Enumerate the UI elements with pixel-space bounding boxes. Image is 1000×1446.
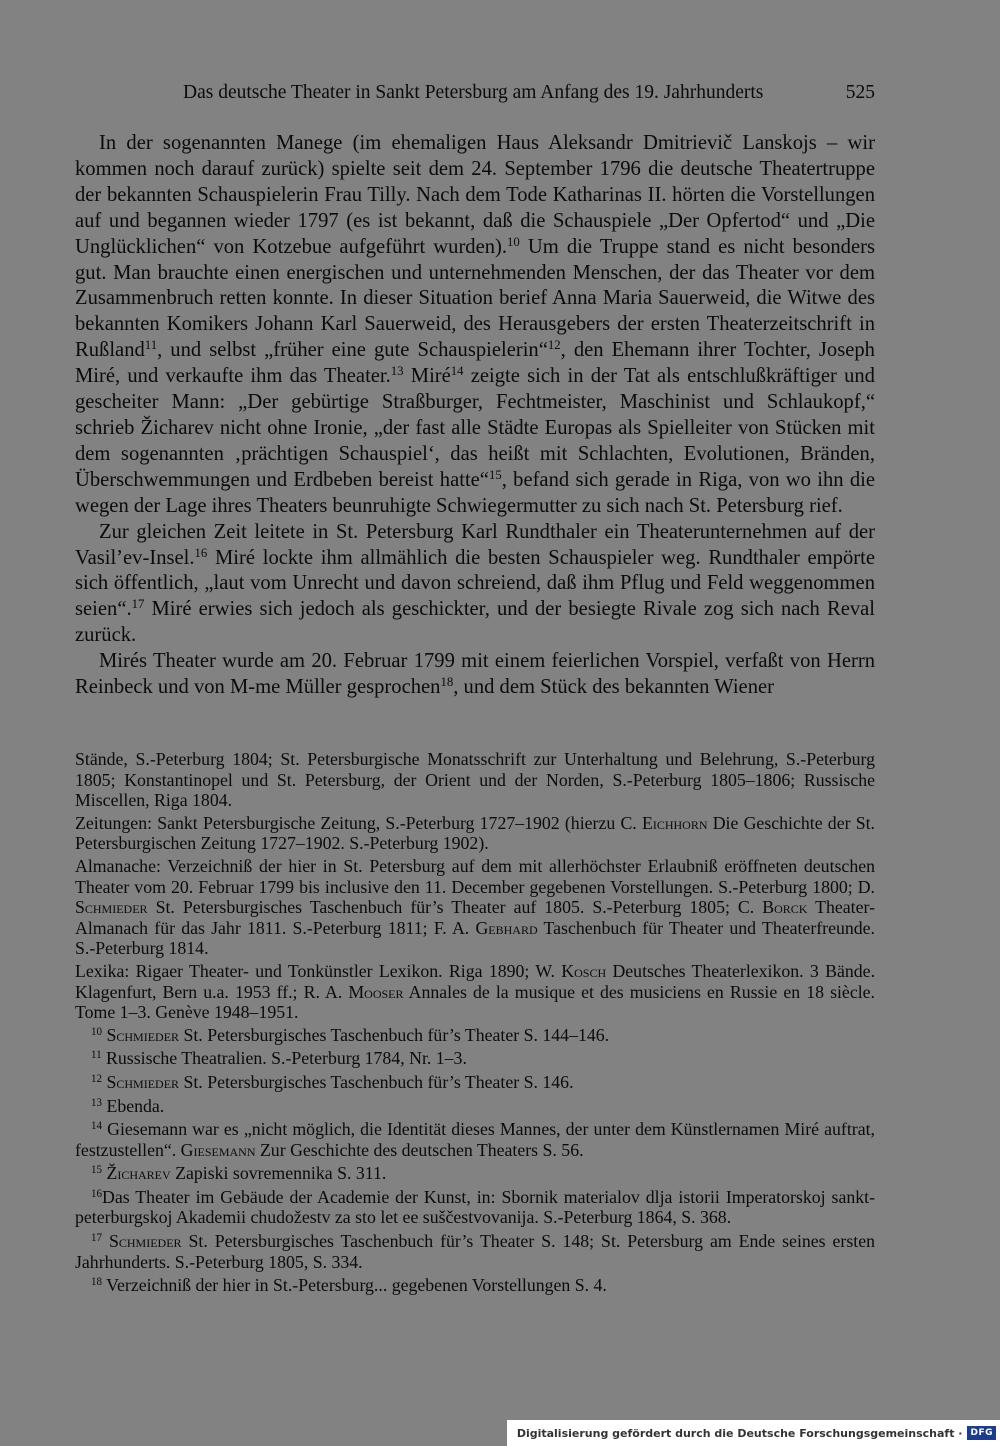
footnote-12: $^{12}$ Schmieder St. Petersburgisches Taschenbuch für’s Theater S. 146. bbox=[91, 1071, 574, 1092]
footnote-17: $^{17}$ Schmieder St. Petersburgisches Taschenbuch für’s Theater S. 148; St. Petersburg am Ende seines ersten Jahrhunderts. S.-Peterburg 1805, S. 334. bbox=[75, 1231, 875, 1272]
footnote-ref-15: 15 bbox=[488, 467, 502, 482]
footnote-ref-18: 18 bbox=[440, 675, 454, 690]
footnote-ref-11: 11 bbox=[144, 338, 158, 353]
footnote-16: $^{16}$Das Theater im Gebäude der Academie der Kunst, in: Sbornik materialov dlja istorii Imperatorskoj sankt-peterburgskoj Akademii chudožestv za sto let ee suščestvovanija. S.-Peterburg 1864, S. 368. bbox=[75, 1186, 875, 1228]
paragraph-3: Mirés Theater wurde am 20. Februar 1799 mit einem feierlichen Vorspiel, verfaßt von Herrn Reinbeck und von M-me Müller gesprochen$^{18}$, und dem Stück des bekannten Wiener bbox=[75, 650, 875, 699]
footnote-13: $^{13}$ Ebenda. bbox=[91, 1095, 165, 1116]
running-title: Das deutsche Theater in Sankt Petersburg am Anfang des 19. Jahrhunderts bbox=[183, 82, 764, 103]
page-header bbox=[75, 82, 875, 110]
footnote-14: $^{14}$ Giesemann war es „nicht möglich, die Identität dieses Mannes, der unter dem Künstlernamen Miré auftrat, festzustellen“. Giesemann Zur Geschichte des deutschen Theaters S. 56. bbox=[75, 1119, 875, 1160]
footnote-10: $^{10}$ Schmieder St. Petersburgisches Taschenbuch für’s Theater S. 144–146. bbox=[91, 1024, 610, 1045]
dfg-logo-icon: DFG bbox=[967, 1426, 996, 1440]
footnote-ref-14: 14 bbox=[450, 364, 464, 379]
banner-text: Digitalisierung gefördert durch die Deutsche Forschungsgemeinschaft · bbox=[516, 1426, 963, 1440]
note-zeitungen: Zeitungen: Sankt Petersburgische Zeitung, S.-Peterburg 1727–1902 (hierzu C. Eichhorn Die Geschichte der St. Petersburgischen Zeitung 1727–1902. S.-Peterburg 1902). bbox=[75, 812, 875, 854]
main-text bbox=[75, 131, 875, 701]
footnote-18: $^{18}$ Verzeichniß der hier in St.-Petersburg... gegebenen Vorstellungen S. 4. bbox=[91, 1275, 607, 1296]
footnote-ref-17: 17 bbox=[131, 597, 145, 612]
paragraph-1: In der sogenannten Manege (im ehemaligen Haus Aleksandr Dmitrievič Lanskojs – wir kommen noch darauf zurück) spielte seit dem 24. September 1796 die deutsche Theatertruppe der bekannten Schauspielerin Frau Tilly. Nach dem Tode Katharinas II. hörten die Vorstellungen auf und begannen wieder 1797 (es ist bekannt, daß die Schauspiele „Der Opfertod“ und „Die Unglücklichen“ von Kotzebue aufgeführt wurden).$^{10}$ Um die Truppe stand es nicht besonders gut. Man brauchte einen energischen und unternehmenden Menschen, der das Theater vor dem Zusammenbruch retten konnte. In dieser Situation berief Anna Maria Sauerweid, die Witwe des bekannten Komikers Johann Karl Sauerweid, des Herausgebers der ersten Theaterzeitschrift in Rußland$^{11}$, und selbst „früher eine gute Schauspielerin“$^{12}$, den Ehemann ihrer Tochter, Joseph Miré, und verkaufte ihm das Theater.$^{13}$ Miré$^{14}$ zeigte sich in der Tat als entschlußkräftiger und gescheiter Mann: „Der gebürtige Straßburger, Fechtmeister, Maschinist und Schlaukopf,“ schrieb Žicharev nicht ohne Ironie, „der fast alle Städte Europas als Spielleiter von Stücken mit dem sogenannten ‚prächtigen Schauspiel‘, das heißt mit Schlachten, Evolutionen, Bränden, Überschwemmungen und Erdbeben bereist hatte“$^{15}$, befand sich gerade in Riga, von wo ihn die wegen der Lage ihres Theaters beunruhigte Schwiegermutter zu sich nach St. Petersburg rief. bbox=[75, 132, 875, 517]
footnote-ref-13: 13 bbox=[390, 364, 404, 379]
footnote-11: $^{11}$ Russische Theatralien. S.-Peterburg 1784, Nr. 1–3. bbox=[91, 1048, 467, 1069]
footnote-ref-12: 12 bbox=[547, 338, 561, 353]
footnotes bbox=[75, 749, 875, 1299]
note-lexika: Lexika: Rigaer Theater- und Tonkünstler Lexikon. Riga 1890; W. Kosch Deutsches Theaterlexikon. 3 Bände. Klagenfurt, Bern u.a. 1953 ff.; R. A. Mooser Annales de la musique et des musiciens en Russie en 18 siècle. Tome 1–3. Genève 1948–1951. bbox=[75, 960, 876, 1023]
note-continuation: Stände, S.-Peterburg 1804; St. Petersburgische Monatsschrift zur Unterhaltung und Belehrung, S.-Peterburg 1805; Konstantinopel und St. Petersburg, der Orient und der Norden, S.-Peterburg 1805–1806; Russische Miscellen, Riga 1804. bbox=[75, 749, 875, 811]
page-number: 525 bbox=[845, 82, 875, 103]
dfg-funding-banner[interactable] bbox=[507, 1420, 1000, 1446]
footnote-ref-16: 16 bbox=[194, 545, 208, 560]
paragraph-2: Zur gleichen Zeit leitete in St. Petersburg Karl Rundthaler ein Theaterunternehmen auf der Vasil’ev-Insel.$^{16}$ Miré lockte ihm allmählich die besten Schauspieler weg. Rundthaler empörte sich öffentlich, „laut vom Unrecht und davon schreiend, daß ihm Pflug und Feld weggenommen seien“.$^{17}$ Miré erwies sich jedoch als geschickter, und der besiegte Rivale zog sich nach Reval zurück. bbox=[75, 520, 875, 647]
note-almanache: Almanache: Verzeichniß der hier in St. Petersburg auf dem mit allerhöchster Erlaubniß eröffneten deutschen Theater vom 20. Februar 1799 bis inclusive den 11. December gegebenen Vorstellungen. S.-Peterburg 1800; D. Schmieder St. Petersburgisches Taschenbuch für’s Theater auf 1805. S.-Peterburg 1805; C. Borck Theater-Almanach für das Jahr 1811. S.-Peterburg 1811; F. A. Gebhard Taschenbuch für Theater und Theaterfreunde. S.-Peterburg 1814. bbox=[75, 855, 875, 959]
footnote-15: $^{15}$ Žicharev Zapiski sovremennika S. 311. bbox=[91, 1163, 387, 1184]
footnote-ref-10: 10 bbox=[507, 234, 520, 249]
